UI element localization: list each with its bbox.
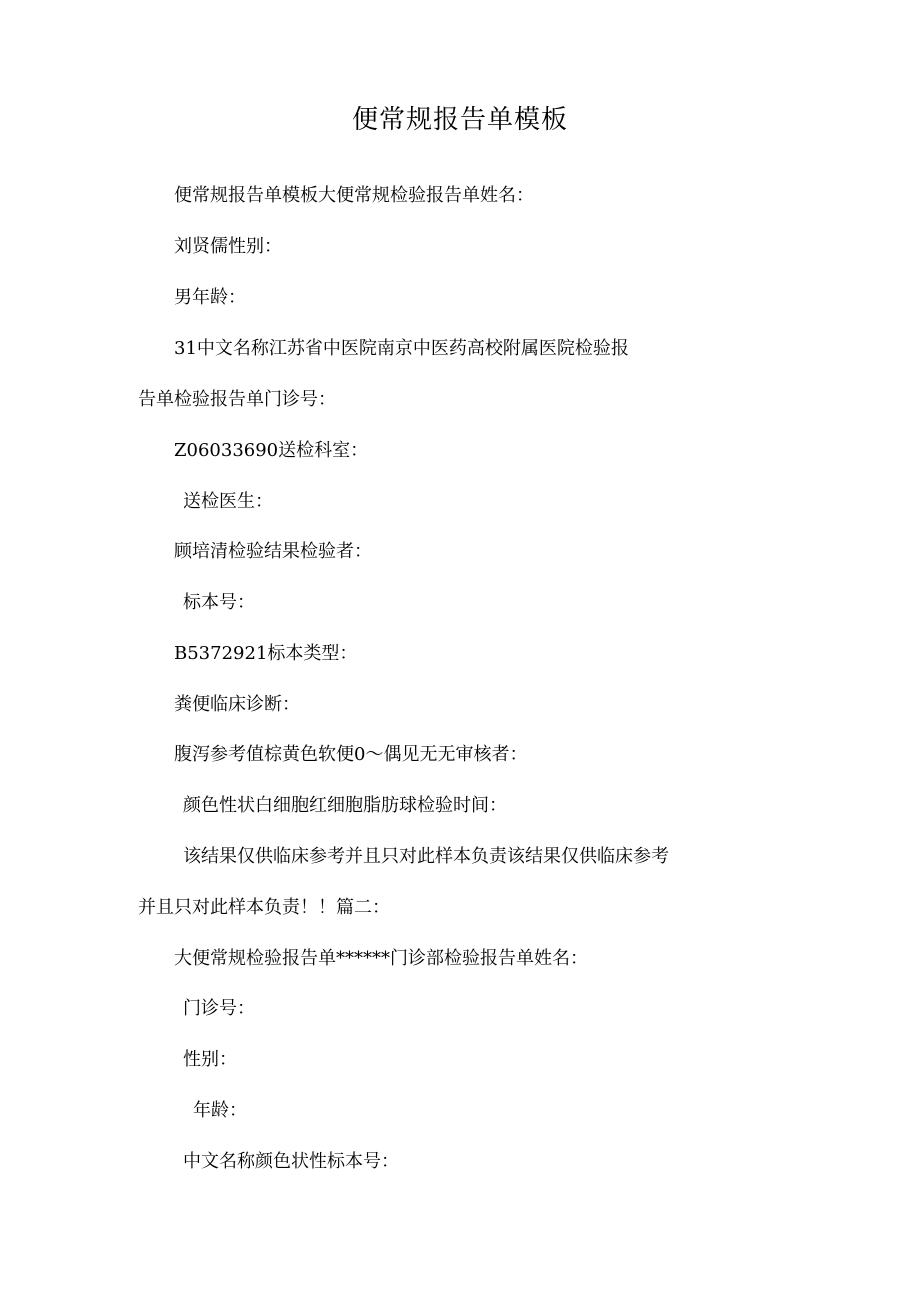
text-line-3: 男年龄：	[174, 287, 246, 308]
text-line-13: 颜色性状白细胞红细胞脂肪球检验时间：	[183, 795, 507, 816]
text-line-5: 告单检验报告单门诊号：	[138, 389, 336, 410]
text-line-7: 送检医生：	[183, 491, 273, 512]
text-line-4: 31中文名称江苏省中医院南京中医药高校附属医院检验报	[174, 338, 629, 359]
text-line-16: 大便常规检验报告单******门诊部检验报告单姓名：	[174, 948, 588, 969]
text-line-10: B5372921标本类型：	[174, 643, 358, 664]
text-line-15: 并且只对此样本负责！！篇二：	[138, 897, 390, 918]
text-line-9: 标本号：	[183, 592, 255, 613]
text-line-2: 刘贤儒性别：	[174, 236, 282, 257]
text-line-6: Z06033690送检科室：	[174, 440, 369, 461]
text-line-11: 粪便临床诊断：	[174, 694, 300, 715]
text-line-19: 年龄：	[193, 1100, 247, 1121]
text-line-20: 中文名称颜色状性标本号：	[183, 1151, 399, 1172]
text-line-17: 门诊号：	[183, 998, 255, 1019]
text-line-8: 顾培清检验结果检验者：	[174, 541, 372, 562]
document-title: 便常规报告单模板	[351, 105, 568, 135]
text-line-14: 该结果仅供临床参考并且只对此样本负责该结果仅供临床参考	[183, 846, 669, 867]
text-line-12: 腹泻参考值棕黄色软便0～偶见无无审核者：	[174, 744, 528, 765]
text-line-1: 便常规报告单模板大便常规检验报告单姓名：	[174, 185, 534, 206]
text-line-18: 性别：	[183, 1049, 237, 1070]
